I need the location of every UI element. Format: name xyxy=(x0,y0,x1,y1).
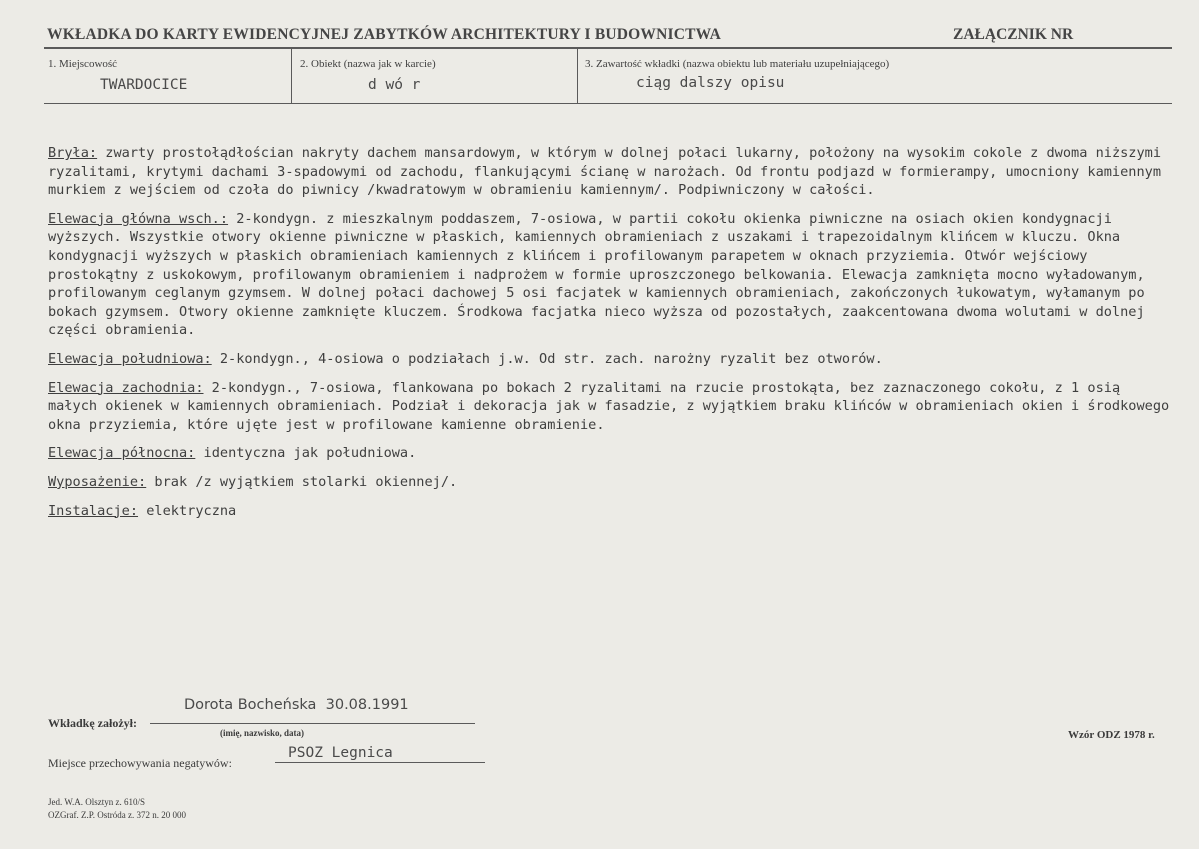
locality-value: TWARDOCICE xyxy=(100,77,188,93)
section-wyposazenie xyxy=(48,473,1173,492)
storage-value: PSOZ Legnica xyxy=(288,745,393,761)
section-elewacja-glowna xyxy=(48,210,1173,340)
section-label: Wyposażenie: xyxy=(48,473,147,490)
field-divider-2 xyxy=(577,48,578,104)
attachment-number-label: ZAŁĄCZNIK NR xyxy=(953,26,1074,43)
object-label: 2. Obiekt (nazwa jak w karcie) xyxy=(300,58,436,70)
print-info-2: OZGraf. Z.P. Ostróda z. 372 n. 20 000 xyxy=(48,810,186,820)
storage-line xyxy=(275,762,485,763)
section-text: identyczna jak południowa. xyxy=(195,445,417,462)
author-value: Dorota Bocheńska 30.08.1991 xyxy=(184,697,409,713)
section-label: Bryła: xyxy=(48,145,98,161)
field-divider-1 xyxy=(291,48,292,104)
insert-content-value: ciąg dalszy opisu xyxy=(636,75,785,91)
section-bryla xyxy=(48,144,1173,200)
author-line xyxy=(150,723,475,724)
author-hint: (imię, nazwisko, data) xyxy=(220,728,304,738)
section-label: Elewacja północna: xyxy=(48,445,196,462)
section-elewacja-polnocna xyxy=(48,444,1173,463)
header-top-rule xyxy=(44,47,1172,49)
section-instalacje xyxy=(48,502,1173,521)
section-text: 2-kondygn., 4-osiowa o podziałach j.w. Od str. zach. narożny ryzalit bez otworów. xyxy=(211,350,883,367)
section-text: brak /z wyjątkiem stolarki okiennej/. xyxy=(146,473,458,490)
section-text: zwarty prostołądłościan nakryty dachem mansardowym, w którym w dolnej połaci lukarny, położony na wysokim cokole z dwoma niższymi ryzalitami, krytymi dachami 3-spadowymi od zachodu, flankującymi ścianę w narożach. Od frontu podjazd w formierampy, umocniony kamiennym murkiem z wejściem od czoła do piwnicy /kwadratowym w obramieniu kamiennym/. Podpiwniczony w całości. xyxy=(48,145,1162,199)
section-label: Elewacja południowa: xyxy=(48,350,212,367)
section-elewacja-poludniowa xyxy=(48,350,1173,369)
storage-label: Miejsce przechowywania negatywów: xyxy=(48,756,232,770)
section-elewacja-zachodnia xyxy=(48,379,1173,435)
header-bottom-rule xyxy=(44,103,1172,104)
description-body xyxy=(48,144,1173,530)
object-value: d wó r xyxy=(368,77,421,93)
section-text: 2-kondygn. z mieszkalnym poddaszem, 7-osiowa, w partii cokołu okienka piwniczne na osiach okien kondygnacji wyższych. Wszystkie otwory okienne piwniczne w płaskich, kamiennych obramieniach z uszakami i trapezoidalnym klińcem w kluczu. Okna kondygnacji wyższych w płaskich obramieniach kamiennych z klińcem i profilowanym parapetem w oknach przyziemia. Otwór wejściowy prostokątny z uskokowym, profilowanym obramieniem i nadprożem w formie uproszczonego belkowania. Elewacja zamknięta mocno wyładowanym, profilowanym ceglanym gzymsem. W dolnej połaci dachowej 5 osi facjatek w kamiennych obramieniach, zakończonych łukowatym, wyłamanym po bokach gzymsem. Otwory okienne zamknięte kluczem. Środkowa facjatka nieco wyższa od pozostałych, zaakcentowana dwoma wolutami w dolnej części obramienia. xyxy=(48,210,1145,339)
form-reference: Wzór ODZ 1978 r. xyxy=(1068,729,1155,741)
section-label: Elewacja główna wsch.: xyxy=(48,210,229,227)
section-label: Elewacja zachodnia: xyxy=(48,379,204,396)
section-text: 2-kondygn., 7-osiowa, flankowana po bokach 2 ryzalitami na rzucie prostokąta, bez zaznaczonego cokołu, z 1 osią małych okienek w kamiennych obramieniach. Podział i dekoracja jak w fasadzie, z wyjątkiem braku klińców w obramieniach okien i środkowego okna przyziemia, które ujęte jest w profilowane kamienne obramienie. xyxy=(48,379,1170,433)
section-text: elektryczna xyxy=(138,502,237,519)
locality-label: 1. Miejscowość xyxy=(48,58,118,70)
author-label: Wkładkę założył: xyxy=(48,716,137,730)
print-info-1: Jed. W.A. Olsztyn z. 610/S xyxy=(48,797,146,807)
section-label: Instalacje: xyxy=(48,502,139,519)
insert-content-label: 3. Zawartość wkładki (nazwa obiektu lub materiału uzupełniającego) xyxy=(585,58,890,70)
card-title: WKŁADKA DO KARTY EWIDENCYJNEJ ZABYTKÓW ARCHITEKTURY I BUDOWNICTWA xyxy=(47,26,722,43)
